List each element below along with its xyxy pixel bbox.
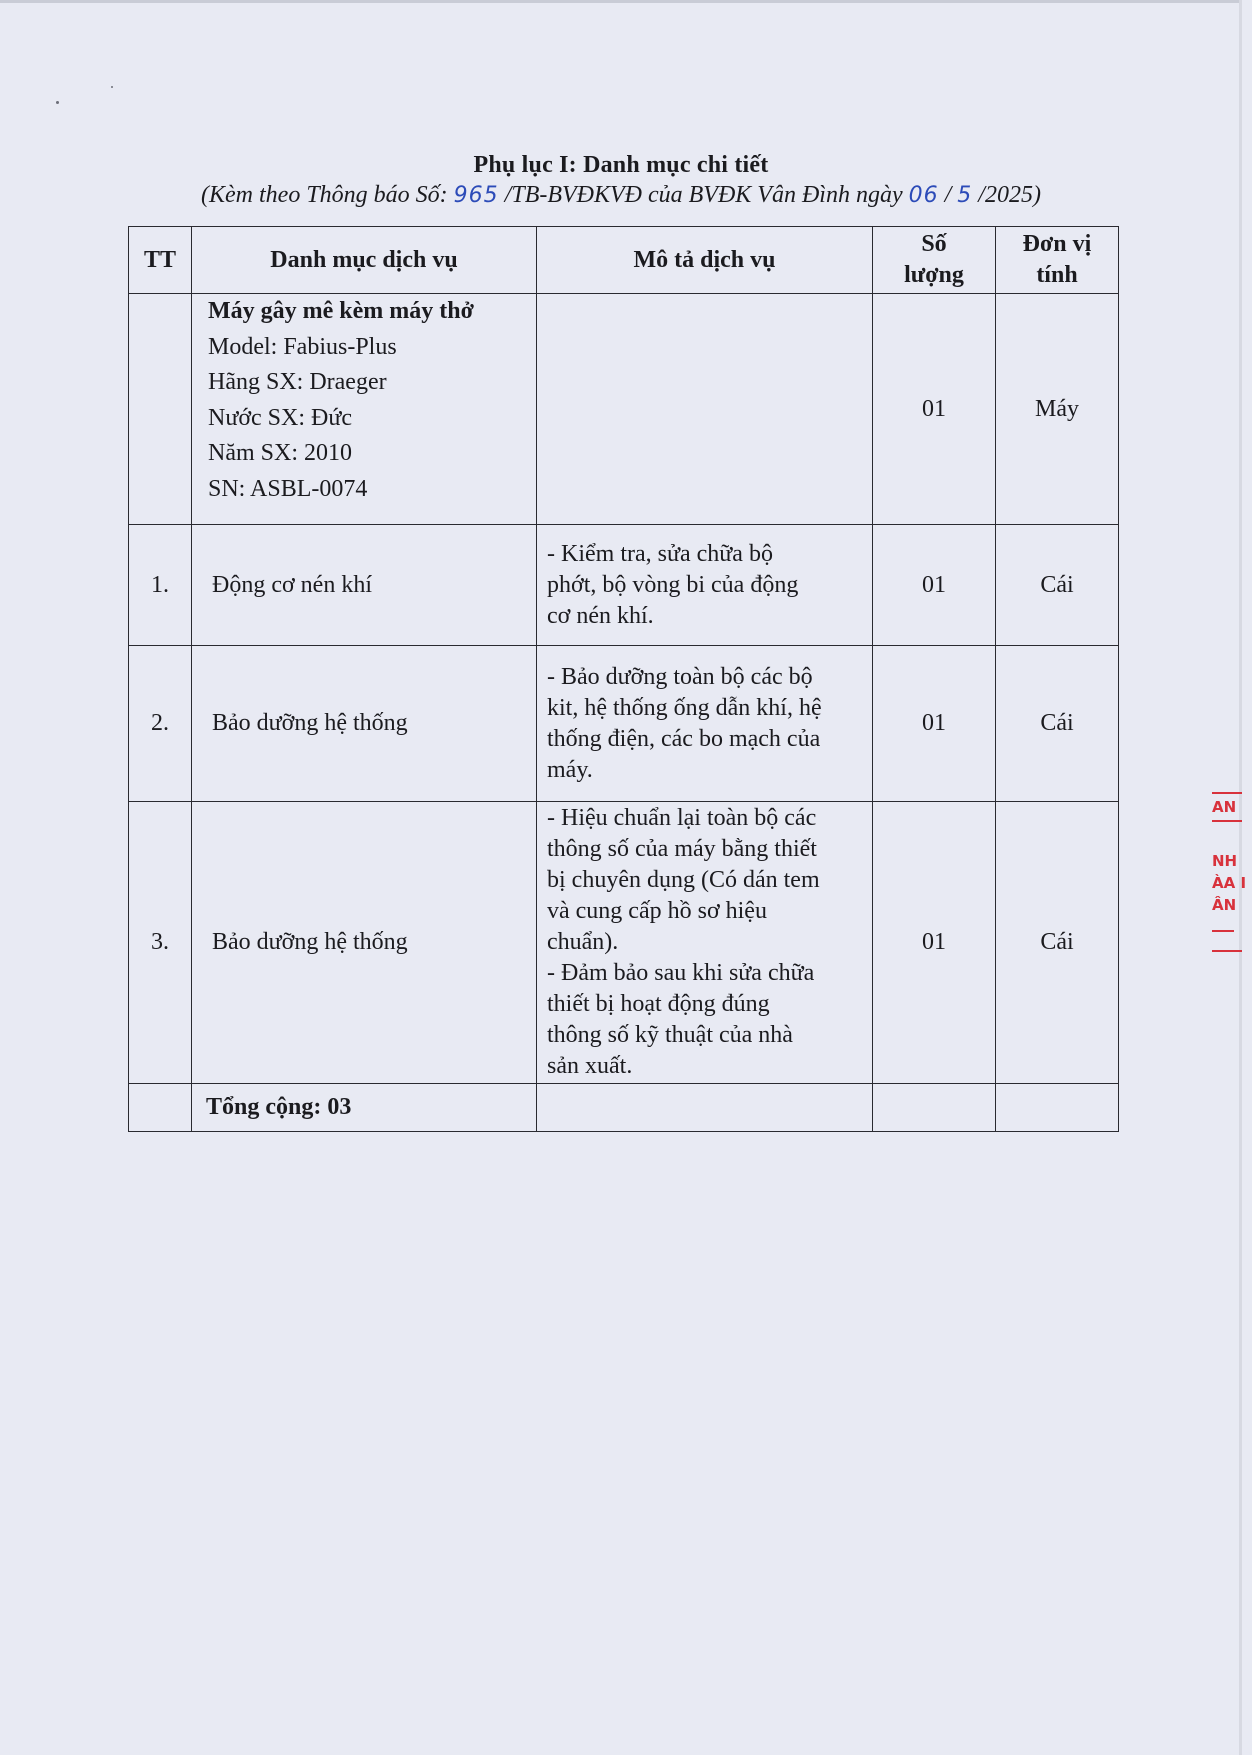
- device-model: Model: Fabius-Plus: [208, 333, 397, 360]
- subtitle-prefix: (Kèm theo Thông báo Số:: [201, 182, 454, 208]
- table-row: [129, 646, 1119, 802]
- desc-line: bị chuyên dụng (Có dán tem: [547, 867, 820, 893]
- stamp-bar: [1212, 950, 1242, 952]
- subtitle-middle: /TB-BVĐKVĐ của BVĐK Vân Đình ngày: [498, 182, 909, 208]
- handwritten-day: 06: [908, 183, 939, 208]
- stamp-bar: [1212, 820, 1242, 822]
- device-row: [129, 294, 1119, 525]
- desc-line: thông số của máy bằng thiết: [547, 836, 817, 862]
- desc-line: thông số kỹ thuật của nhà: [547, 1022, 793, 1048]
- scan-edge-top: [0, 0, 1242, 3]
- row-qty: 01: [873, 802, 996, 1084]
- handwritten-month: 5: [957, 183, 973, 208]
- desc-line: thống điện, các bo mạch của: [547, 725, 821, 752]
- device-info: [192, 294, 537, 525]
- header-unit-line1: Đơn vị: [1022, 231, 1092, 257]
- desc-line: - Bảo dưỡng toàn bộ các bộ: [547, 663, 813, 690]
- handwritten-number: 965: [453, 183, 499, 208]
- stamp-bar: [1212, 792, 1242, 794]
- desc-line: - Kiểm tra, sửa chữa bộ: [547, 540, 773, 567]
- table-row: [129, 802, 1119, 1084]
- total-tt: [129, 1084, 192, 1132]
- header-row: [129, 227, 1119, 294]
- row-unit: Cái: [996, 802, 1119, 1084]
- stamp-text: AN: [1212, 798, 1237, 816]
- row-qty: 01: [873, 646, 996, 802]
- desc-line: sản xuất.: [547, 1053, 633, 1079]
- desc-line: - Đảm bảo sau khi sửa chữa: [547, 960, 815, 986]
- scan-speck: [111, 86, 113, 88]
- header-unit: [996, 227, 1119, 294]
- stamp-text: ÂN: [1212, 896, 1237, 914]
- desc-line: và cung cấp hồ sơ hiệu: [547, 898, 767, 924]
- row-qty: 01: [873, 525, 996, 646]
- device-tt: [129, 294, 192, 525]
- device-year: Năm SX: 2010: [208, 440, 352, 466]
- desc-line: cơ nén khí.: [547, 602, 654, 629]
- desc-line: - Hiệu chuẩn lại toàn bộ các: [547, 805, 817, 831]
- row-name: Động cơ nén khí: [192, 525, 537, 646]
- header-unit-line2: tính: [1036, 262, 1078, 288]
- row-desc: [537, 802, 873, 1084]
- header-tt: TT: [129, 227, 192, 294]
- page-title: Phụ lục I: Danh mục chi tiết: [473, 152, 769, 178]
- header-item: Danh mục dịch vụ: [192, 227, 537, 294]
- desc-line: kit, hệ thống ống dẫn khí, hệ: [547, 694, 822, 721]
- device-desc: [537, 294, 873, 525]
- device-name: Máy gây mê kèm máy thở: [208, 298, 474, 324]
- subtitle-sep: /: [938, 182, 958, 208]
- desc-line: phớt, bộ vòng bi của động: [547, 571, 799, 598]
- total-label: Tổng cộng: 03: [192, 1084, 537, 1132]
- total-qty: [873, 1084, 996, 1132]
- subtitle-suffix: /2025): [972, 182, 1041, 208]
- row-unit: Cái: [996, 646, 1119, 802]
- row-tt: 2.: [129, 646, 192, 802]
- header-desc: Mô tả dịch vụ: [537, 227, 873, 294]
- row-tt: 3.: [129, 802, 192, 1084]
- row-name: Bảo dưỡng hệ thống: [192, 646, 537, 802]
- header-qty-line1: Số: [921, 231, 947, 257]
- desc-line: chuẩn).: [547, 929, 619, 955]
- desc-line: thiết bị hoạt động đúng: [547, 991, 770, 1017]
- row-unit: Cái: [996, 525, 1119, 646]
- stamp-text: ÀA I: [1212, 874, 1247, 892]
- row-desc: [537, 646, 873, 802]
- table-row: [129, 525, 1119, 646]
- header-qty-line2: lượng: [904, 262, 964, 288]
- device-unit: Máy: [996, 294, 1119, 525]
- row-tt: 1.: [129, 525, 192, 646]
- red-stamp-fragment: [1212, 790, 1252, 954]
- row-desc: [537, 525, 873, 646]
- device-serial: SN: ASBL-0074: [208, 475, 368, 502]
- total-desc: [537, 1084, 873, 1132]
- header-qty: [873, 227, 996, 294]
- stamp-bar: [1212, 930, 1234, 932]
- page-subtitle: [0, 182, 1242, 209]
- total-unit: [996, 1084, 1119, 1132]
- scan-speck: [56, 101, 59, 104]
- device-qty: 01: [873, 294, 996, 525]
- total-row: [129, 1084, 1119, 1132]
- device-country: Nước SX: Đức: [208, 404, 353, 431]
- stamp-text: NH: [1212, 852, 1238, 870]
- row-name: Bảo dưỡng hệ thống: [192, 802, 537, 1084]
- device-maker: Hãng SX: Draeger: [208, 369, 387, 395]
- desc-line: máy.: [547, 756, 593, 783]
- service-table: [128, 226, 1119, 1132]
